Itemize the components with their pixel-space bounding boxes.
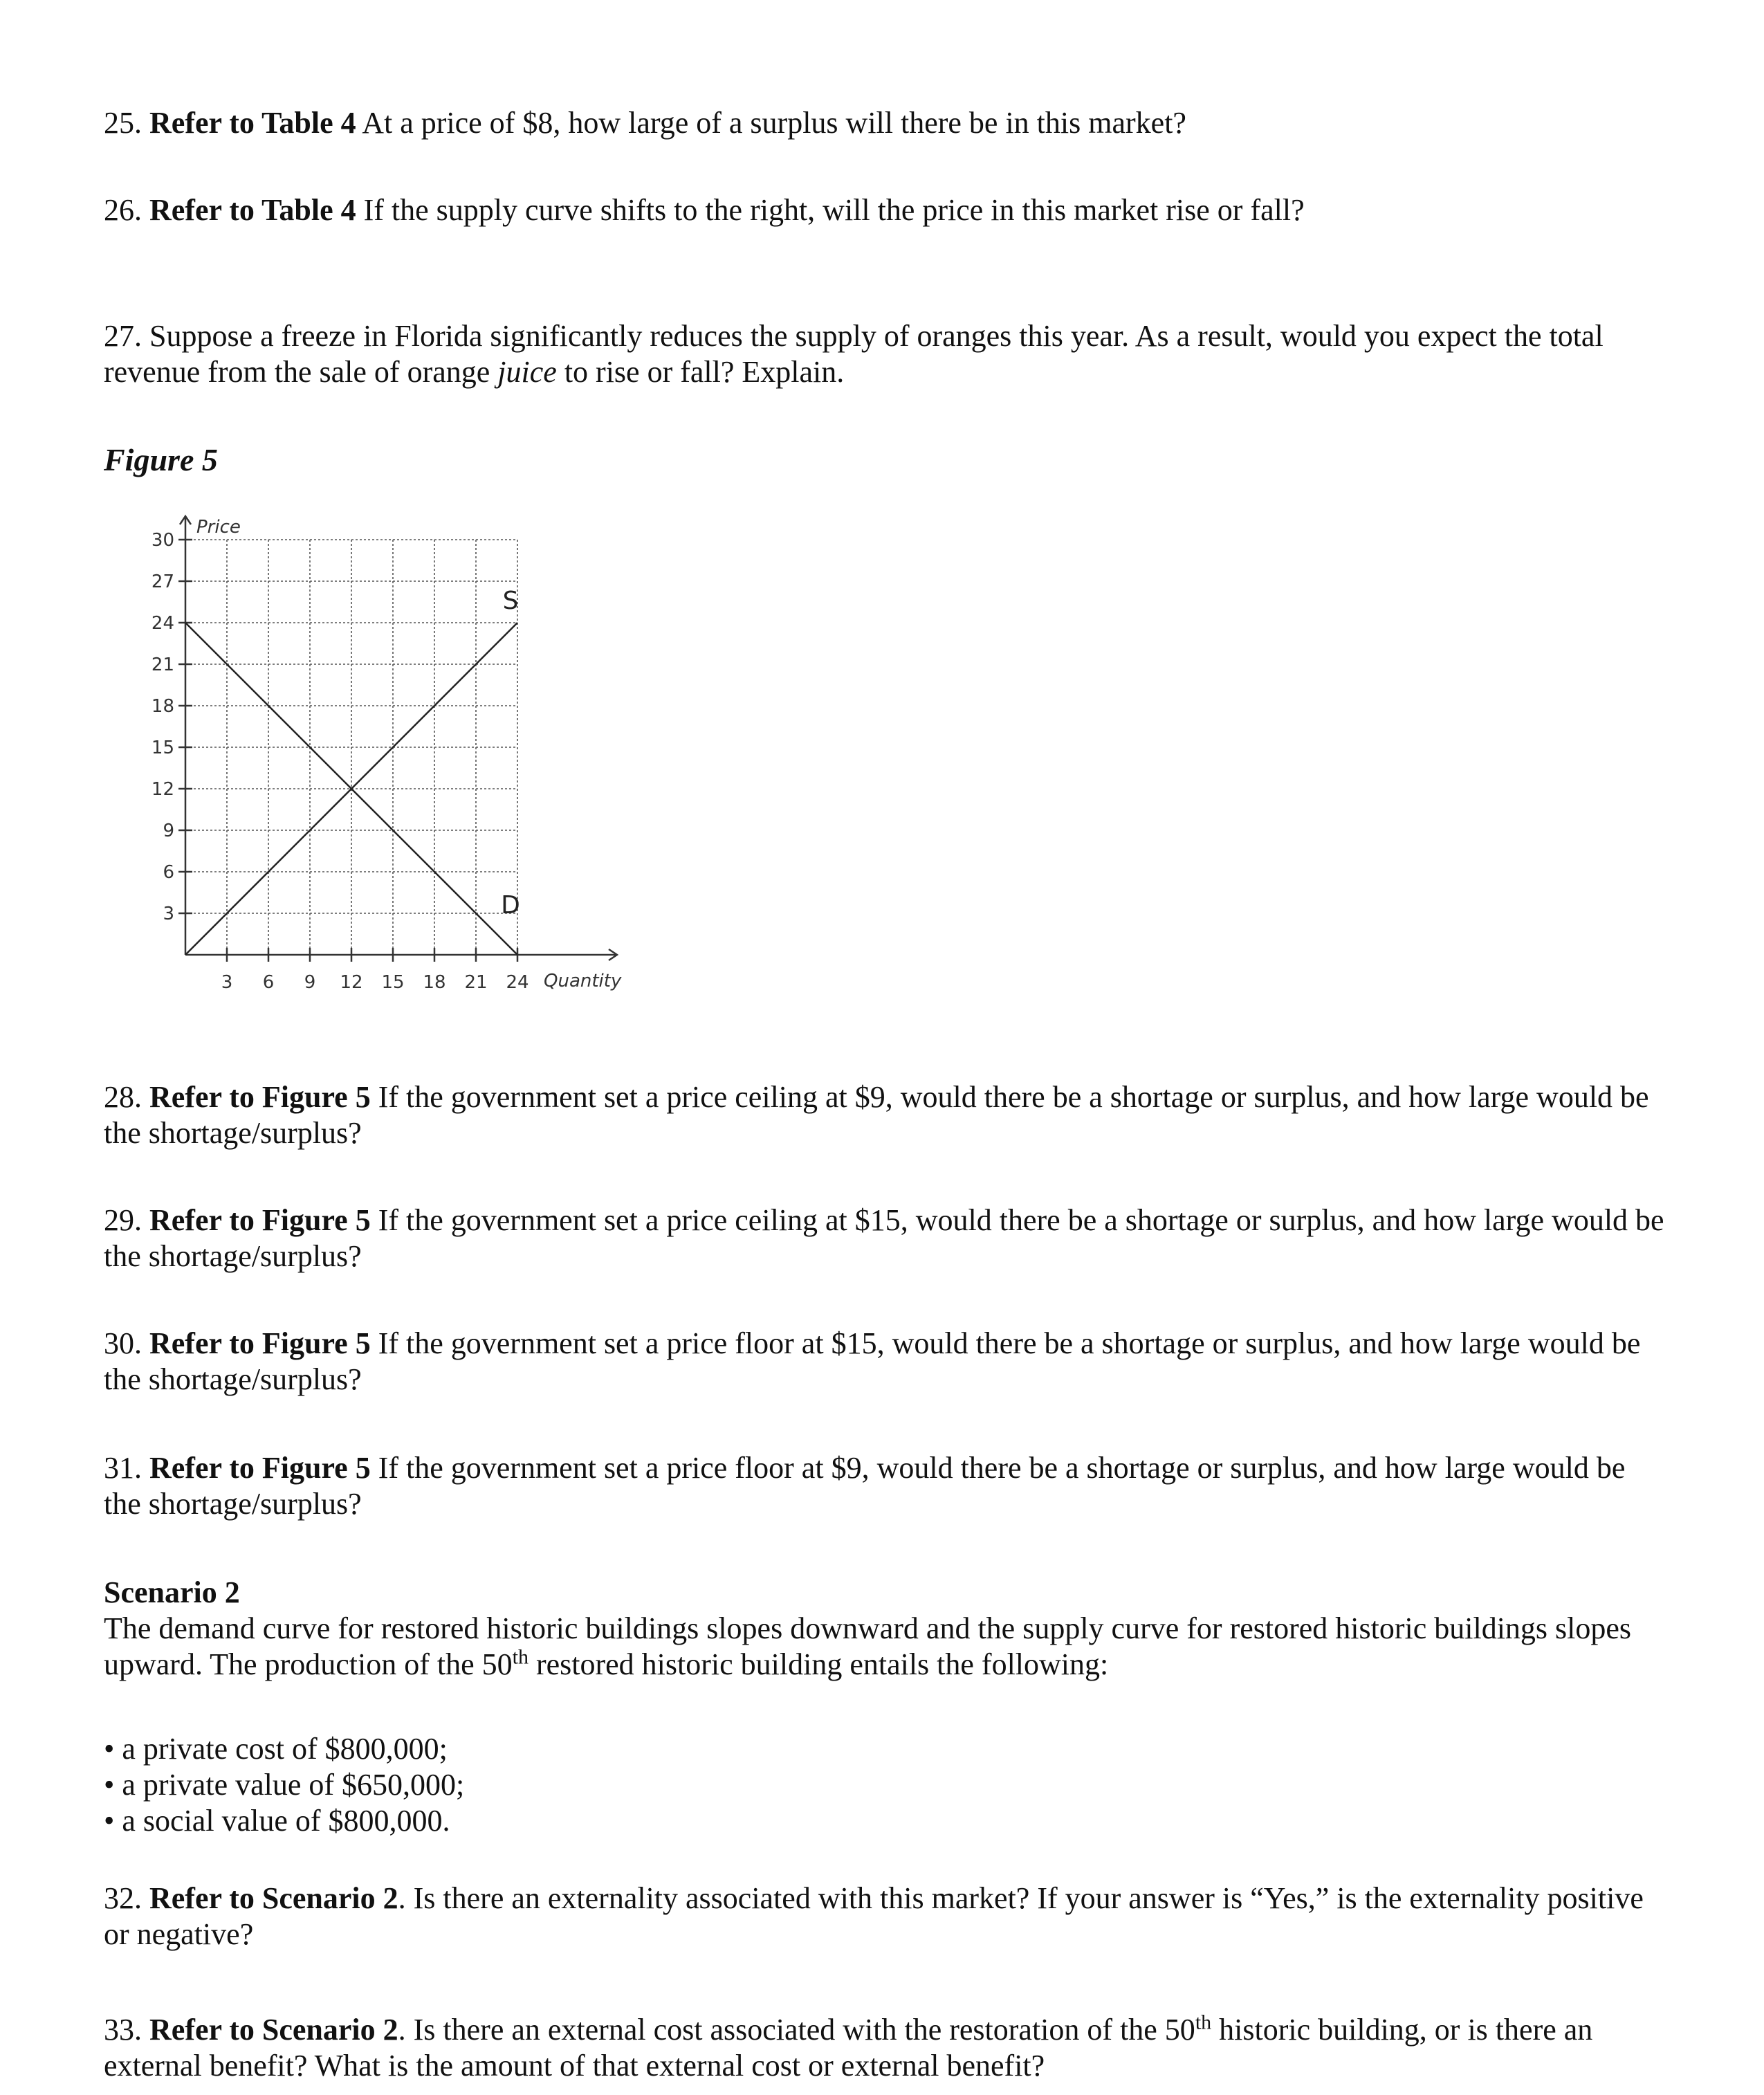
- x-tick-label: 15: [381, 972, 405, 993]
- chart-grid: [185, 540, 517, 955]
- y-tick-label: 3: [163, 904, 174, 924]
- x-tick-label: 21: [464, 972, 488, 993]
- chart-axes: [180, 516, 622, 991]
- supply-demand-chart: [138, 512, 636, 1010]
- scenario-bullet-list: [104, 1731, 464, 1839]
- question-25: 25. Refer to Table 4 At a price of $8, how large of a surplus will there be in this market?: [104, 106, 1186, 140]
- curve-label-d: D: [501, 891, 520, 920]
- bullet-social-value: • a social value of $800,000.: [104, 1804, 450, 1838]
- question-31: 31. Refer to Figure 5 If the government set a price floor at $9, would there be a shortage or surplus, and how large would be the shortage/surplus?: [104, 1451, 1626, 1521]
- y-tick-label: 15: [151, 738, 174, 758]
- question-30: 30. Refer to Figure 5 If the government set a price floor at $15, would there be a shortage or surplus, and how large would be the shortage/surplus?: [104, 1326, 1641, 1396]
- x-tick-label: 18: [423, 972, 446, 993]
- chart-series: [185, 587, 520, 955]
- question-27: 27. Suppose a freeze in Florida significantly reduces the supply of oranges this year. As a result, would you expect the total revenue from the sale of orange juice to rise or fall? Explain.: [104, 319, 1604, 389]
- chart-ticks: [151, 530, 529, 993]
- question-26: 26. Refer to Table 4 If the supply curve shifts to the right, will the price in this market rise or fall?: [104, 193, 1305, 227]
- scenario-2: Scenario 2 The demand curve for restored historic buildings slopes downward and the supply curve for restored historic buildings slopes upward. The production of the 50th restored historic building entails the following:: [104, 1575, 1632, 1681]
- question-33: 33. Refer to Scenario 2. Is there an external cost associated with the restoration of the 50th historic building, or is there an external benefit? What is the amount of that external cost or external benefit?: [104, 2011, 1593, 2083]
- y-tick-label: 6: [163, 862, 174, 883]
- question-32: 32. Refer to Scenario 2. Is there an externality associated with this market? If your answer is “Yes,” is the externality positive or negative?: [104, 1881, 1644, 1951]
- y-axis-label: Price: [196, 517, 241, 538]
- x-tick-label: 3: [221, 972, 233, 993]
- scenario-title: Scenario 2: [104, 1575, 240, 1609]
- x-tick-label: 9: [304, 972, 316, 993]
- y-tick-label: 27: [151, 571, 174, 592]
- x-tick-label: 12: [340, 972, 363, 993]
- x-axis-label: Quantity: [544, 971, 622, 991]
- question-29: 29. Refer to Figure 5 If the government set a price ceiling at $15, would there be a shortage or surplus, and how large would be the shortage/surplus?: [104, 1203, 1664, 1273]
- question-28: 28. Refer to Figure 5 If the government set a price ceiling at $9, would there be a shortage or surplus, and how large would be the shortage/surplus?: [104, 1080, 1649, 1150]
- bullet-private-cost: • a private cost of $800,000;: [104, 1732, 448, 1766]
- bullet-private-value: • a private value of $650,000;: [104, 1768, 465, 1802]
- y-tick-label: 18: [151, 696, 174, 717]
- y-tick-label: 30: [151, 530, 174, 551]
- y-tick-label: 12: [151, 779, 174, 800]
- x-tick-label: 6: [262, 972, 275, 993]
- y-tick-label: 9: [163, 821, 174, 841]
- x-tick-label: 24: [506, 972, 529, 993]
- y-tick-label: 21: [151, 655, 174, 675]
- curve-label-s: S: [502, 587, 519, 615]
- figure-title: Figure 5: [104, 442, 218, 477]
- y-tick-label: 24: [151, 613, 174, 634]
